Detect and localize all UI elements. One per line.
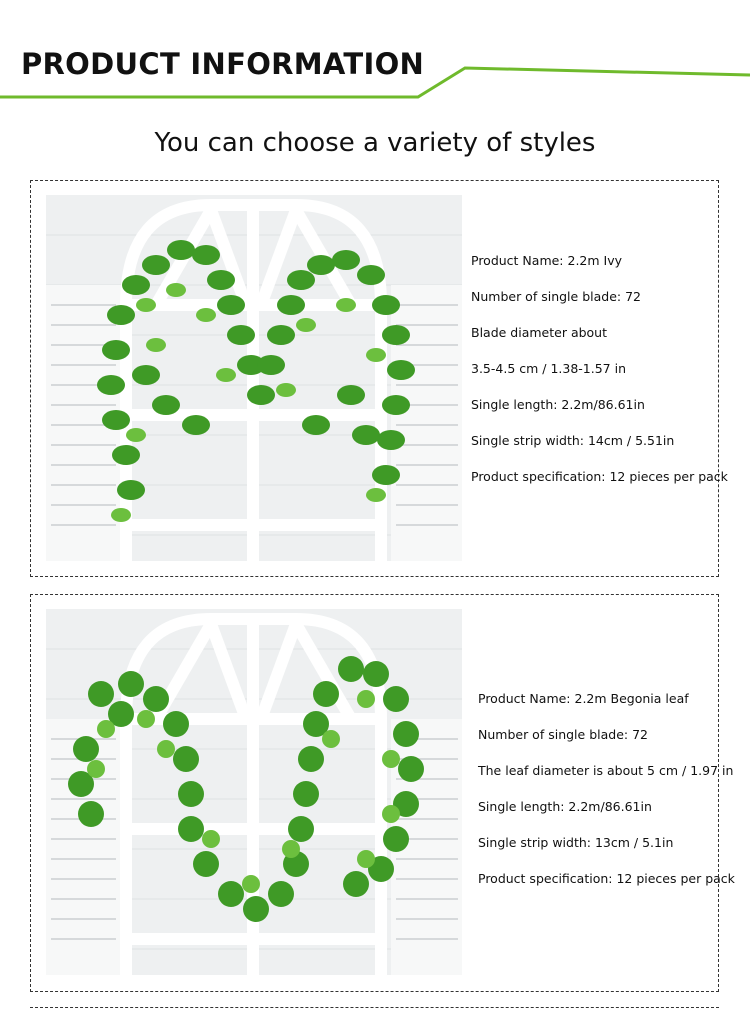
bottom-divider	[30, 1007, 719, 1008]
spec-product-name: Product Name: 2.2m Ivy	[471, 253, 623, 268]
spec-blade-count: Number of single blade: 72	[471, 289, 641, 304]
product-card-begonia	[30, 594, 735, 992]
ivy-spec-list	[471, 252, 728, 504]
spec-blade-diameter-label: Blade diameter about	[471, 325, 608, 340]
spec-pack-size: Product specification: 12 pieces per pack	[471, 469, 728, 484]
header	[0, 0, 750, 110]
spec-strip-width: Single strip width: 13cm / 5.1in	[478, 835, 674, 850]
section-subtitle: You can choose a variety of styles	[154, 128, 596, 158]
ivy-garland-photo	[46, 195, 462, 561]
begonia-leaf-garland-photo	[46, 609, 462, 975]
spec-single-length: Single length: 2.2m/86.61in	[478, 799, 652, 814]
spec-blade-diameter-value: 3.5-4.5 cm / 1.38-1.57 in	[471, 361, 626, 376]
page-title: PRODUCT INFORMATION	[21, 47, 425, 81]
spec-pack-size: Product specification: 12 pieces per pack	[478, 871, 735, 886]
spec-single-length: Single length: 2.2m/86.61in	[471, 397, 645, 412]
spec-blade-count: Number of single blade: 72	[478, 727, 648, 742]
spec-product-name: Product Name: 2.2m Begonia leaf	[478, 691, 689, 706]
spec-strip-width: Single strip width: 14cm / 5.51in	[471, 433, 675, 448]
begonia-spec-list	[478, 690, 735, 906]
spec-leaf-diameter: The leaf diameter is about 5 cm / 1.97 in	[478, 763, 734, 778]
product-card-ivy	[30, 180, 728, 577]
